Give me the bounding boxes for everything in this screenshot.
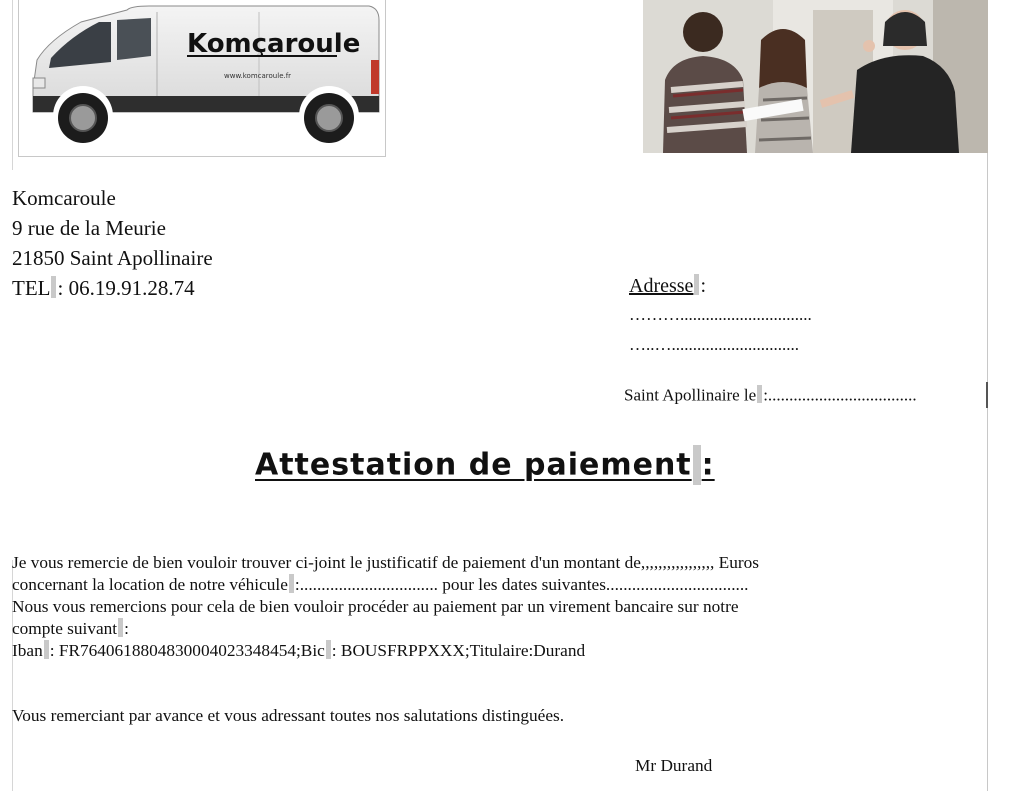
field-marker: [757, 385, 762, 403]
phone-value: : 06.19.91.28.74: [57, 276, 195, 300]
sender-phone: [12, 273, 213, 303]
recipient-line-2[interactable]: …..…..............................: [629, 335, 799, 354]
field-marker: [693, 445, 701, 485]
body-line-2a: concernant la location de notre véhicule: [12, 575, 288, 594]
business-people-photo: [643, 0, 988, 153]
recipient-label: Adresse: [629, 275, 694, 297]
van-website-text: www.komcaroule.fr: [224, 72, 292, 80]
document-title: [255, 445, 715, 485]
field-marker: [118, 618, 123, 636]
van-logo-text: [187, 29, 360, 59]
van-illustration: [19, 0, 385, 156]
body-line-4b: :: [124, 619, 129, 638]
svg-text:www.komcaroule.fr: [224, 72, 291, 80]
date-prefix: Saint Apollinaire le: [624, 385, 757, 405]
body-line-4a: compte suivant: [12, 619, 118, 638]
title-suffix: :: [701, 447, 715, 483]
recipient-colon: :: [700, 275, 706, 297]
sender-street: 9 rue de la Meurie: [12, 216, 166, 240]
field-marker: [694, 274, 699, 295]
letter-body: [12, 552, 982, 662]
body-line-2b: :................................ pour les dates suivantes.................................: [294, 575, 749, 594]
field-marker: [326, 640, 331, 658]
recipient-line-1[interactable]: ………...............................: [629, 305, 812, 324]
body-line-2: [12, 574, 982, 596]
text-cursor: [986, 382, 988, 408]
field-marker: [289, 574, 294, 592]
recipient-heading: [629, 272, 812, 300]
body-line-1: Je vous remercie de bien vouloir trouver ci-joint le justificatif de paiement d'un montant de,,,,,,,,,,,,,,,,, Euros: [12, 553, 759, 572]
page-left-border: [12, 0, 13, 170]
photo-illustration: [643, 0, 988, 153]
signature: Mr Durand: [635, 756, 713, 775]
iban-label: Iban: [12, 641, 43, 660]
bank-details-line: [12, 640, 982, 662]
body-line-4: [12, 618, 982, 640]
bic-value: : BOUSFRPPXXX;Titulaire:Durand: [331, 641, 586, 660]
date-value[interactable]: :...................................: [763, 385, 917, 405]
field-marker: [51, 276, 56, 298]
van-logo-image: [18, 0, 386, 157]
title-text: Attestation de paiement: [255, 447, 692, 483]
closing-sentence: Vous remerciant par avance et vous adressant toutes nos salutations distinguées.: [12, 706, 565, 725]
van-brand-text: Komçaroule: [187, 29, 361, 59]
recipient-address-block: [629, 272, 812, 360]
date-line: [624, 385, 917, 405]
body-line-3: Nous vous remercions pour cela de bien vouloir procéder au paiement par un virement bancaire sur notre: [12, 597, 739, 616]
sender-city: 21850 Saint Apollinaire: [12, 246, 213, 270]
iban-value: : FR7640618804830004023348454;Bic: [49, 641, 325, 660]
sender-address-block: [12, 183, 213, 303]
sender-name: Komcaroule: [12, 186, 116, 210]
field-marker: [44, 640, 49, 658]
phone-label: TEL: [12, 276, 51, 300]
